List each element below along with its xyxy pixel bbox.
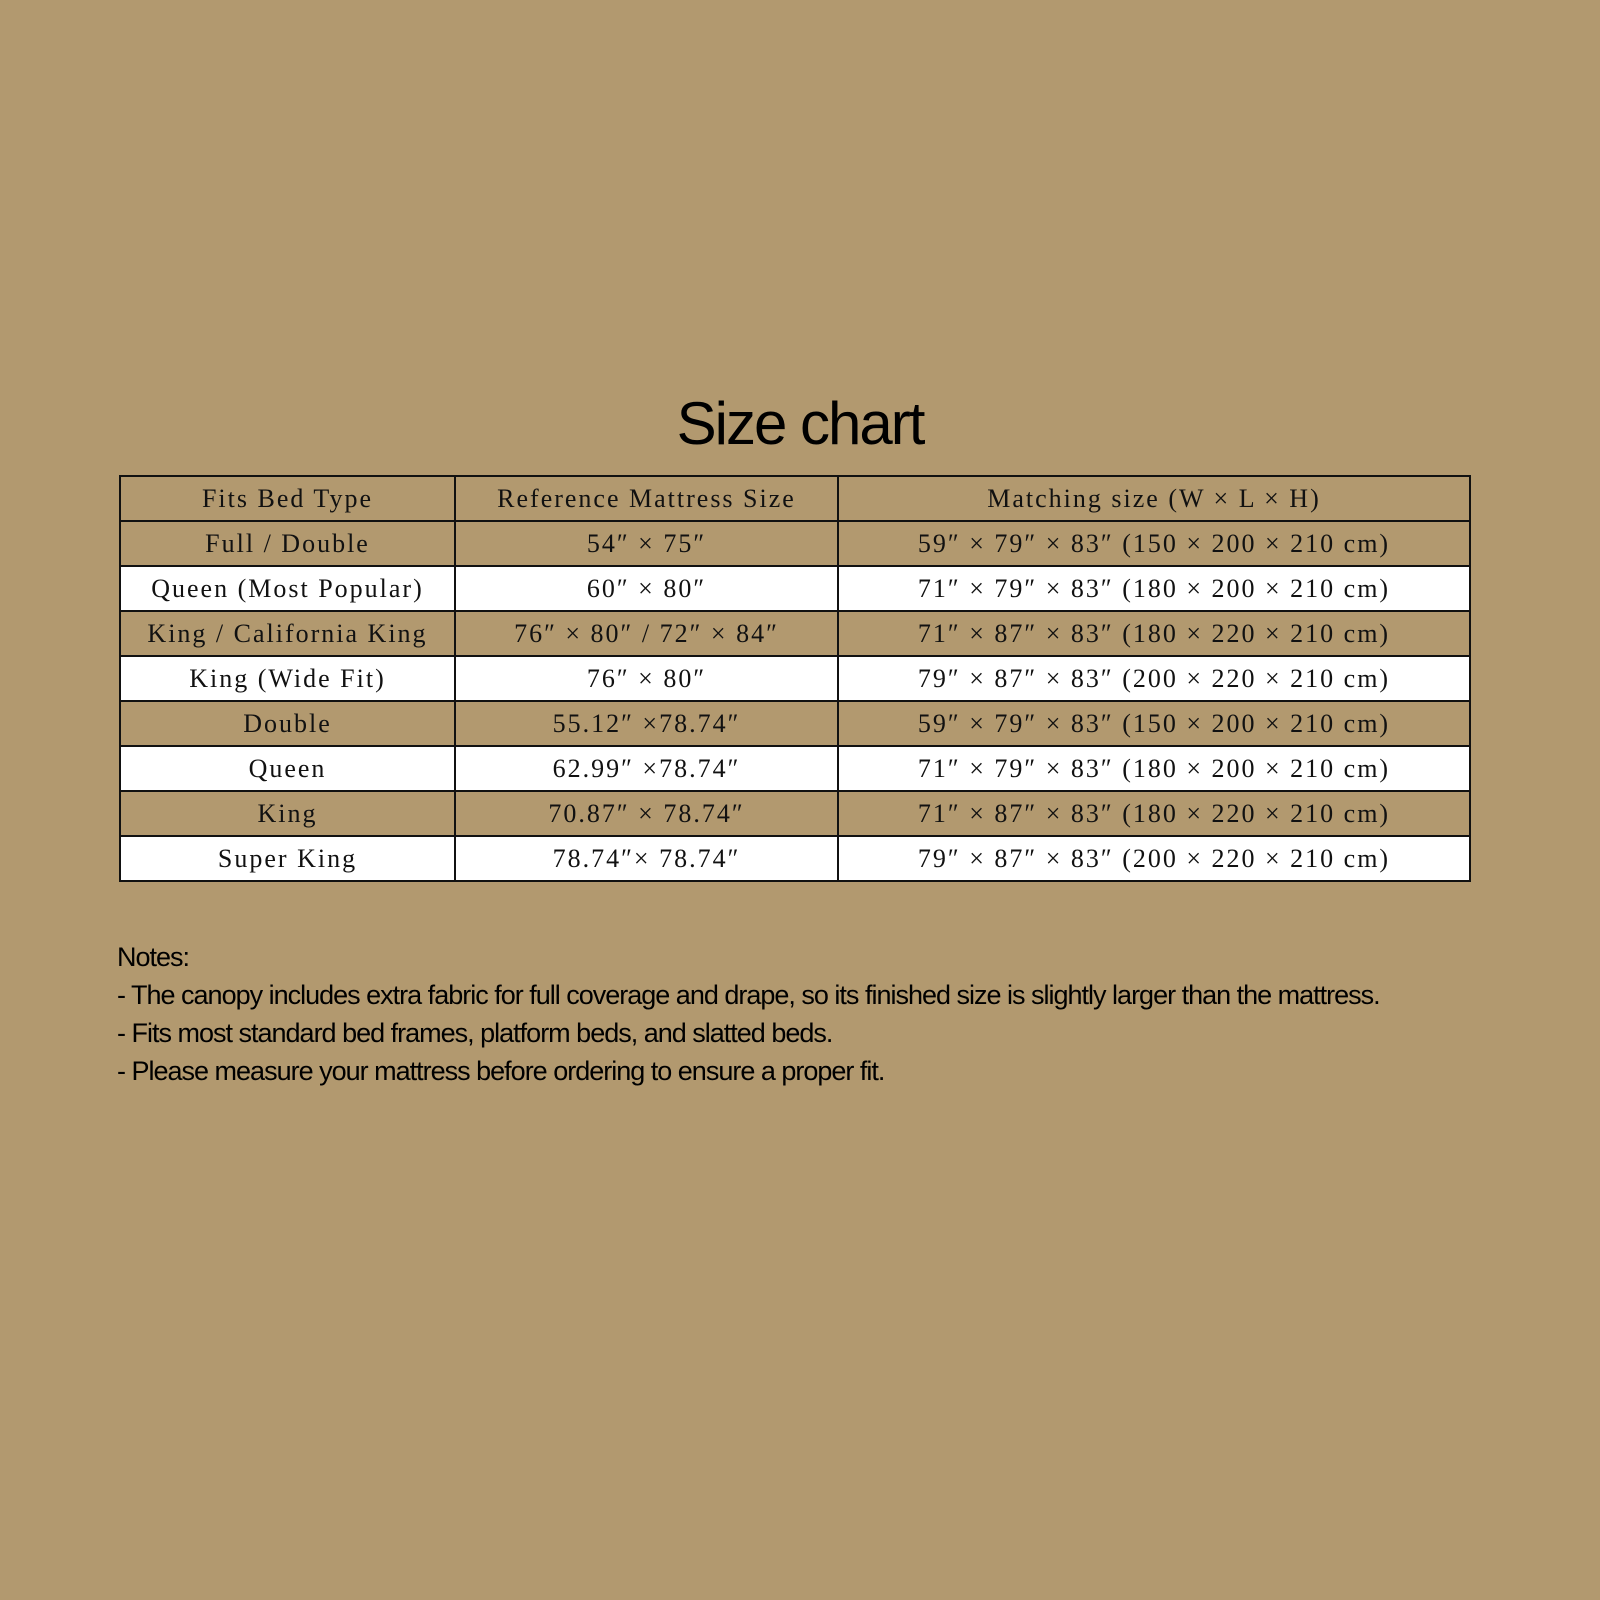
matching-size-cell: 59″ × 79″ × 83″ (150 × 200 × 210 cm) — [838, 521, 1470, 566]
mattress-size-cell: 70.87″ × 78.74″ — [455, 791, 838, 836]
matching-size-cell: 71″ × 87″ × 83″ (180 × 220 × 210 cm) — [838, 791, 1470, 836]
header-bed-type: Fits Bed Type — [120, 476, 455, 521]
mattress-size-cell: 62.99″ ×78.74″ — [455, 746, 838, 791]
mattress-size-cell: 55.12″ ×78.74″ — [455, 701, 838, 746]
size-table — [119, 475, 1471, 882]
bed-type-cell: King / California King — [120, 611, 455, 656]
mattress-size-cell: 54″ × 75″ — [455, 521, 838, 566]
table-row — [120, 791, 1470, 836]
matching-size-cell: 79″ × 87″ × 83″ (200 × 220 × 210 cm) — [838, 836, 1470, 881]
note-item: - Fits most standard bed frames, platform beds, and slatted beds. — [117, 1018, 833, 1048]
header-mattress-size: Reference Mattress Size — [455, 476, 838, 521]
table-header-row — [120, 476, 1470, 521]
bed-type-cell: Queen (Most Popular) — [120, 566, 455, 611]
notes-heading: Notes: — [117, 942, 190, 972]
header-matching-size: Matching size (W × L × H) — [838, 476, 1470, 521]
note-item: - The canopy includes extra fabric for full coverage and drape, so its finished size is slightly larger than the mattress. — [117, 980, 1380, 1010]
bed-type-cell: Queen — [120, 746, 455, 791]
page-title: Size chart — [676, 390, 924, 457]
matching-size-cell: 79″ × 87″ × 83″ (200 × 220 × 210 cm) — [838, 656, 1470, 701]
bed-type-cell: Double — [120, 701, 455, 746]
mattress-size-cell: 60″ × 80″ — [455, 566, 838, 611]
table-row — [120, 611, 1470, 656]
mattress-size-cell: 76″ × 80″ — [455, 656, 838, 701]
bed-type-cell: Full / Double — [120, 521, 455, 566]
notes-section — [117, 938, 1537, 1090]
table-row — [120, 566, 1470, 611]
bed-type-cell: King — [120, 791, 455, 836]
table-row — [120, 656, 1470, 701]
bed-type-cell: King (Wide Fit) — [120, 656, 455, 701]
table-row — [120, 701, 1470, 746]
matching-size-cell: 59″ × 79″ × 83″ (150 × 200 × 210 cm) — [838, 701, 1470, 746]
table-row — [120, 836, 1470, 881]
table-row — [120, 746, 1470, 791]
bed-type-cell: Super King — [120, 836, 455, 881]
note-item: - Please measure your mattress before ordering to ensure a proper fit. — [117, 1056, 885, 1086]
matching-size-cell: 71″ × 79″ × 83″ (180 × 200 × 210 cm) — [838, 746, 1470, 791]
mattress-size-cell: 78.74″× 78.74″ — [455, 836, 838, 881]
table-row — [120, 521, 1470, 566]
mattress-size-cell: 76″ × 80″ / 72″ × 84″ — [455, 611, 838, 656]
matching-size-cell: 71″ × 79″ × 83″ (180 × 200 × 210 cm) — [838, 566, 1470, 611]
matching-size-cell: 71″ × 87″ × 83″ (180 × 220 × 210 cm) — [838, 611, 1470, 656]
